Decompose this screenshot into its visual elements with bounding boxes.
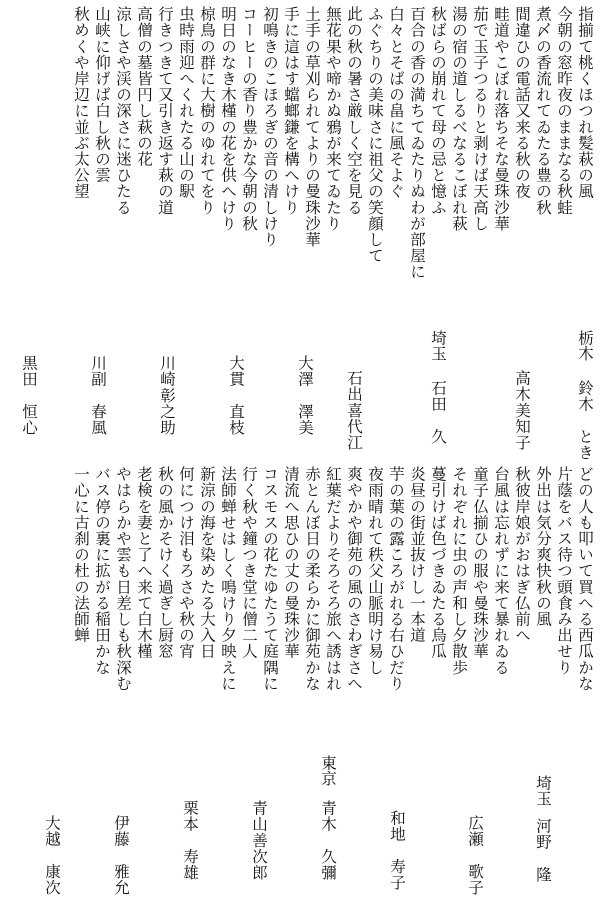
poem-line: 秋彼岸娘がおはぎ仏前へ <box>513 466 531 644</box>
author-name: 川副 春風 <box>89 355 107 436</box>
poem-line: 台風は忘れずに来て暴れゐる <box>492 466 510 676</box>
poem-line: 煮〆の香流れてゐたる豊の秋 <box>534 6 552 216</box>
author-name: 広瀬 歌子 <box>466 815 484 896</box>
author-name: 川崎彰之助 <box>158 355 176 436</box>
poem-line: 行く秋や鐘つき堂に僧二人 <box>240 466 258 660</box>
poem-line: 無花果や啼かぬ鴉が来てゐたり <box>324 6 342 232</box>
author-prefecture: 栃木 <box>576 330 594 361</box>
poem-line: 今朝の窓昨夜のままなる秋蛙 <box>555 6 573 216</box>
poem-line: ふぐちりの美味さに祖父の笑顔して <box>366 6 384 264</box>
author-prefecture: 埼玉 <box>429 330 447 361</box>
poem-line: 秋の風かそけく過ぎし厨窓 <box>156 466 174 660</box>
poem-line: どの人も叩いて買へる西瓜かな <box>576 466 594 692</box>
poem-line: 爽やかや御苑の風のさわぎさへ <box>345 466 363 692</box>
poem-line: 行きつきて又引き返す萩の道 <box>156 6 174 216</box>
poem-line: 夜雨晴れて秩父山脈明け易し <box>366 466 384 676</box>
author-prefecture: 東京 <box>319 755 337 786</box>
author-name: 大越 康次 <box>43 815 61 896</box>
author-name: 黒田 恒心 <box>20 355 38 436</box>
poem-line: 間違ひの電話又来る秋の夜 <box>513 6 531 200</box>
poem-line: 秋めくや岸辺に並ぶ太公望 <box>72 6 90 200</box>
poem-line: 炎昼の街並抜けし一本道 <box>408 466 426 644</box>
poem-line: 手に這はす蟷螂鎌を構へけり <box>282 6 300 216</box>
author-name: 大澤 澤美 <box>296 355 314 436</box>
poem-line: 土手の草刈られてよりの曼珠沙華 <box>303 6 321 248</box>
poem-line: 清流へ思ひの丈の曼珠沙華 <box>282 466 300 660</box>
poem-line: 法師蝉せはしく鳴けり夕映えに <box>219 466 237 692</box>
author-name: 河野 隆 <box>534 818 552 883</box>
poem-line: 赤とんぼ日の柔らかに御苑かな <box>303 466 321 692</box>
poem-line: 蔓引けば色づきゐたる烏瓜 <box>429 466 447 660</box>
poem-line: 白々とそばの畠に風そよぐ <box>387 6 405 200</box>
poem-line: コーヒーの香り豊かな今朝の秋 <box>240 6 258 232</box>
poem-line: 湯の宿の道しるべなるこぼれ萩 <box>450 6 468 232</box>
poem-line: 椋鳥の群に大樹のゆれてをり <box>198 6 216 216</box>
author-name: 青山善次郎 <box>250 800 268 881</box>
poem-line: 畦道やこぼれ落ちそな曼珠沙華 <box>492 6 510 232</box>
author-name: 大貫 直枝 <box>227 355 245 436</box>
poem-line: 外出は気分爽快秋の風 <box>534 466 552 627</box>
poem-line: それぞれに虫の声和し夕散歩 <box>450 466 468 676</box>
author-name: 青木 久彌 <box>319 800 337 881</box>
poem-line: 童子仏揃ひの服や曼珠沙華 <box>471 466 489 660</box>
poem-line: 片蔭をバス待つ頭食み出せり <box>555 466 573 676</box>
author-name: 和地 寿子 <box>388 810 406 891</box>
author-name: 石田 久 <box>429 380 447 445</box>
poem-line: 何につけ泪もろさや秋の宵 <box>177 466 195 660</box>
poem-line: 涼しさや渓の深さに迷ひたる <box>114 6 132 216</box>
author-name: 鈴木 とき <box>576 380 594 461</box>
author-name: 石出喜代江 <box>345 370 363 451</box>
poem-line: 茄で玉子つるりと剥けば天高し <box>471 6 489 232</box>
poem-line: 指揃て桃くほつれ髪萩の風 <box>576 6 594 200</box>
author-name: 伊藤 雅允 <box>112 815 130 896</box>
poem-line: 紅葉だよりそろそろ旅へ誘はれ <box>324 466 342 692</box>
poem-line: 明日のなき木槿の花を供へけり <box>219 6 237 232</box>
poem-line: 山峡に仰げば白し秋の雲 <box>93 6 111 184</box>
poem-line: 秋ばらの崩れて母の忌と憶ふ <box>429 6 447 216</box>
poem-line: 虫時雨迎へくれたる山の駅 <box>177 6 195 200</box>
author-name: 栗本 寿雄 <box>181 800 199 881</box>
poem-line: 新涼の海を染めたる大入日 <box>198 466 216 660</box>
poem-line: 高僧の墓皆円し萩の花 <box>135 6 153 167</box>
poem-line: コスモスの花たゆたうて庭隅に <box>261 466 279 692</box>
poem-line: 老検を妻と了へ来て白木槿 <box>135 466 153 660</box>
author-prefecture: 埼玉 <box>534 775 552 806</box>
poem-line: バス停の裏に拡がる稲田かな <box>93 466 111 676</box>
poem-line: 一心に古刹の杜の法師蝉 <box>72 466 90 644</box>
poem-line: 百合の香の満ちてゐたりぬわが部屋に <box>408 6 426 280</box>
author-name: 高木美知子 <box>513 370 531 451</box>
poem-line: 此の秋の暑さ厳しく空を見る <box>345 6 363 216</box>
poem-line: やはらかや雲も日差しも秋深む <box>114 466 132 692</box>
poem-line: 芋の葉の露ころがれる右ひだり <box>387 466 405 692</box>
poem-line: 初鳴きのこほろぎの音の清しけり <box>261 6 279 248</box>
